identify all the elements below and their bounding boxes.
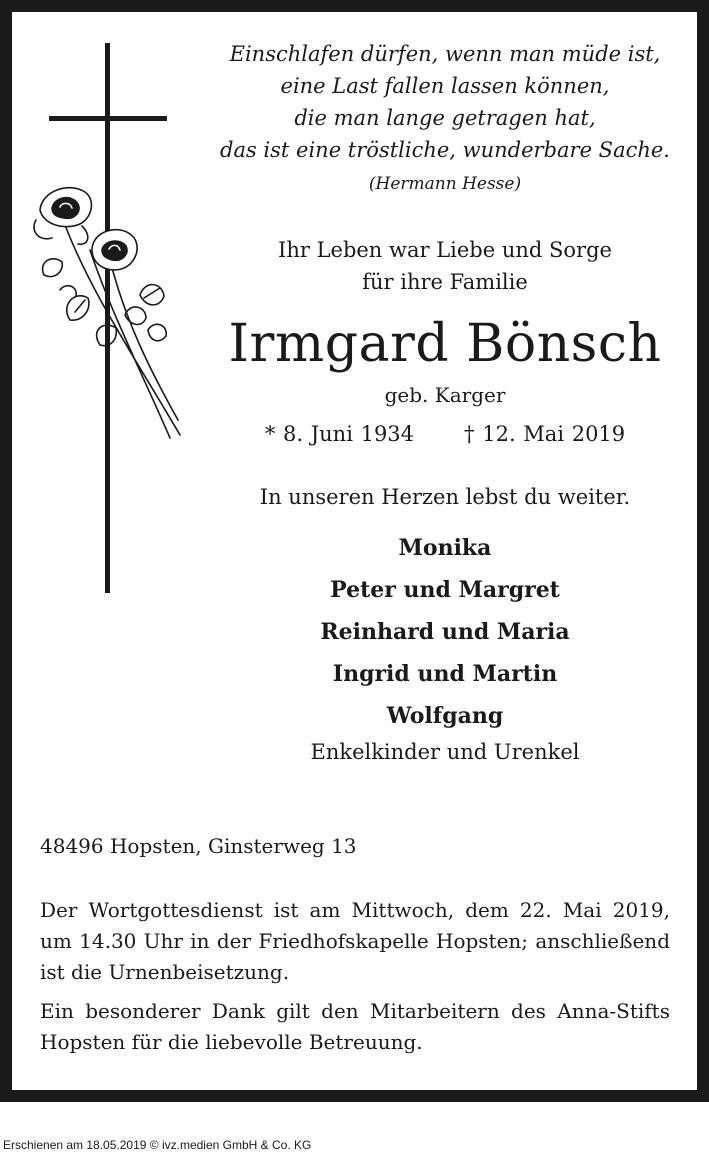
family-member: Wolfgang: [386, 703, 504, 729]
poem-line: die man lange getragen hat,: [294, 106, 596, 130]
poem-author: (Hermann Hesse): [368, 174, 522, 194]
roses-illustration: [30, 180, 190, 445]
family-member: Ingrid und Martin: [332, 661, 558, 687]
poem: [220, 38, 670, 200]
intro-line: Ihr Leben war Liebe und Sorge: [278, 238, 612, 262]
family-member: Peter und Margret: [330, 577, 560, 603]
deceased-name: Irmgard Bönsch: [228, 314, 662, 374]
birth-date: * 8. Juni 1934: [264, 422, 415, 446]
thanks-notice: Ein besonderer Dank gilt den Mitarbeitern des Anna-Stifts Hopsten für die liebevolle Betreuung.: [40, 999, 670, 1054]
family-member: Monika: [398, 535, 492, 561]
poem-line: eine Last fallen lassen können,: [280, 74, 610, 98]
address: 48496 Hopsten, Ginsterweg 13: [40, 834, 357, 858]
motto: In unseren Herzen lebst du weiter.: [259, 485, 631, 509]
family-list: [220, 527, 670, 737]
footer-divider: [0, 1101, 709, 1102]
intro-text: [220, 234, 670, 298]
intro-line: für ihre Familie: [362, 270, 528, 294]
service-notice: Der Wortgottesdienst ist am Mittwoch, dem 22. Mai 2019, um 14.30 Uhr in der Friedhofskapelle Hopsten; anschließend ist die Urnenbeisetzung.: [40, 898, 670, 984]
cross-bar: [49, 116, 167, 121]
death-date: † 12. Mai 2019: [464, 422, 626, 446]
birth-name: geb. Karger: [384, 383, 506, 407]
family-extra: Enkelkinder und Urenkel: [310, 740, 580, 764]
life-dates: [220, 418, 670, 450]
family-member: Reinhard und Maria: [320, 619, 570, 645]
publication-footer: Erschienen am 18.05.2019 © ivz.medien GmbH & Co. KG: [3, 1138, 312, 1152]
poem-line: Einschlafen dürfen, wenn man müde ist,: [229, 42, 661, 66]
poem-line: das ist eine tröstliche, wunderbare Sache.: [220, 138, 670, 162]
